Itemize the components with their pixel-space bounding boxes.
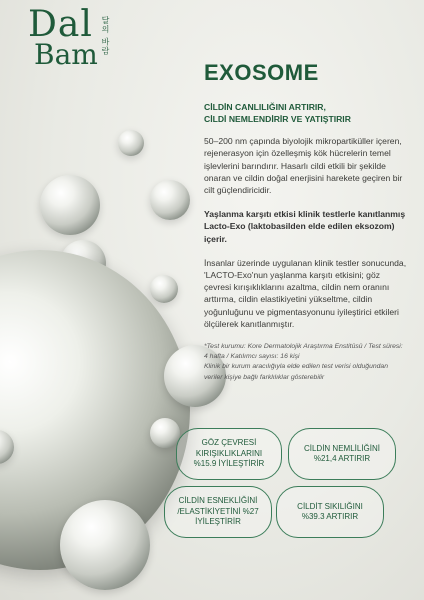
badge-line: /ELASTİKİYETİNİ %27 xyxy=(177,506,259,516)
badge-hydration xyxy=(288,428,396,480)
brand-name-line1: Dal xyxy=(28,4,93,45)
page-title: EXOSOME xyxy=(204,60,319,85)
badge-elasticity xyxy=(164,486,272,538)
badge-line: İYİLEŞTİRİR xyxy=(195,517,241,527)
badge-line: CİLDİT SIKILIĞINI xyxy=(297,501,363,511)
badge-eye-wrinkles xyxy=(176,428,282,480)
badge-firmness xyxy=(276,486,384,538)
clinical-paragraph: İnsanlar üzerinde uygulanan klinik testler sonucunda, 'LACTO-Exo'nun yaşlanma karşıtı etkisini; göz çevresi kırışıklıklarını azaltma, cildin nem oranını arttırma, cildin elastikiyetini yükseltme, cildin yoğunluğunu ve pigmentasyonunu iyileştirici etkileri ölçülerek kanıtlanmıştır. xyxy=(204,257,407,329)
badge-line: %39.3 ARTIRIR xyxy=(301,512,359,521)
note-line: Klinik bir kurum aracılığıyla elde edilen test verisi olduğundan veriler kişiye bağlı farklılıklar gösterebilir xyxy=(204,363,388,381)
bubble-decoration xyxy=(150,418,180,448)
bubble-decoration xyxy=(118,130,144,156)
description-paragraph: 50–200 nm çapında biyolojik mikropartiküller içeren, rejenerasyon için özelleşmiş kök hücrelerin temel işlevlerini barındırır. Hasarlı cildi etkili bir şekilde onaran ve cildin doğal enerjisini harekete geçiren bir cilt güçlendiricidir. xyxy=(204,136,403,195)
subtitle-line: CİLDİ NEMLENDİRİR VE YATIŞTIRIR xyxy=(204,113,351,124)
brand-name-line2: Bam xyxy=(34,38,98,72)
note-line: *Test kurumu: Kore Dermatolojik Araştırma Enstitüsü / Test süresi: 4 hafta / Katılımcı sayısı: 16 kişi xyxy=(204,343,403,361)
badge-line: %21,4 ARTIRIR xyxy=(313,454,371,463)
bubble-decoration xyxy=(150,180,190,220)
bubble-decoration xyxy=(150,275,178,303)
badge-line: KIRIŞIKLIKLARINI xyxy=(195,448,263,458)
highlight-paragraph: Yaşlanma karşıtı etkisi klinik testlerle kanıtlanmış Lacto-Exo (laktobasilden elde edilen eksozom) içerir. xyxy=(204,209,406,244)
brand-korean-text: 달의 바람 xyxy=(101,16,110,56)
badge-line: %15.9 İYİLEŞTİRİR xyxy=(193,459,265,469)
badge-line: CİLDİN NEMLİLİĞİNİ xyxy=(303,443,380,453)
main-content xyxy=(204,60,408,383)
bubble-decoration xyxy=(40,175,100,235)
badge-line: GÖZ ÇEVRESİ xyxy=(201,438,257,448)
subtitle xyxy=(204,102,408,125)
brand-logo xyxy=(28,4,110,72)
badge-line: CİLDİN ESNEKLİĞİNİ xyxy=(178,496,258,506)
subtitle-line: CİLDİN CANLILIĞINI ARTIRIR, xyxy=(204,102,326,112)
test-note xyxy=(204,342,408,383)
bubble-decoration xyxy=(60,500,150,590)
